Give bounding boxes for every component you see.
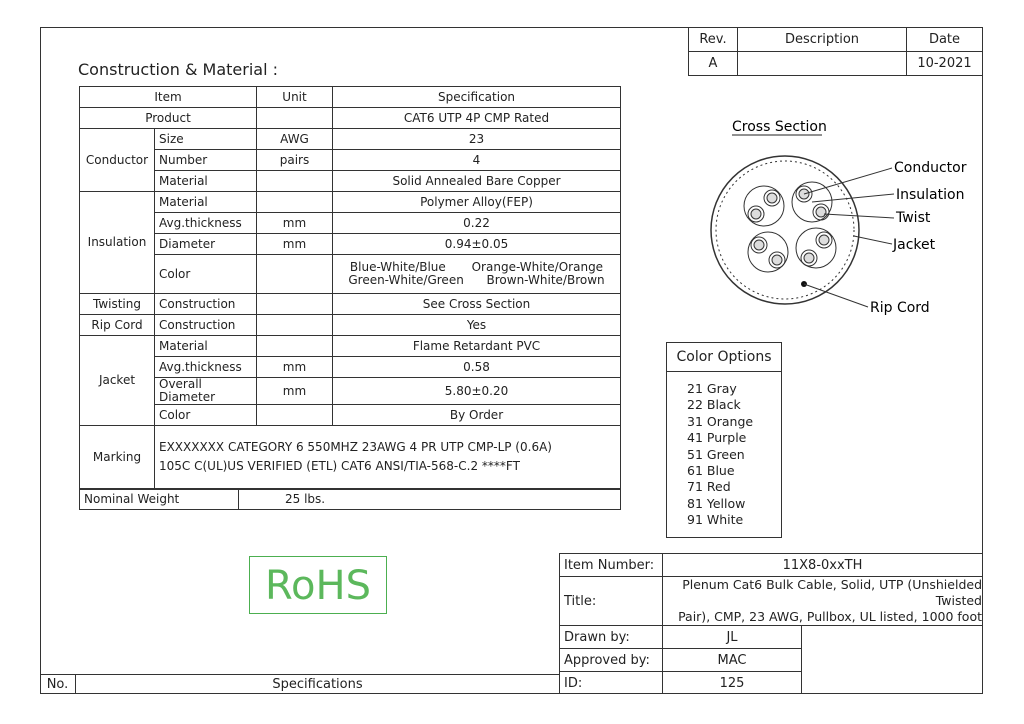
- title-block: [559, 553, 983, 694]
- jacket-color-value: By Order: [333, 405, 621, 426]
- conductor-label: Conductor: [80, 129, 155, 192]
- insulation-diameter-value: 0.94±0.05: [333, 234, 621, 255]
- color-option: 21 Gray: [687, 381, 737, 396]
- rohs-badge: RoHS: [249, 556, 387, 614]
- insulation-thickness-value: 0.22: [333, 213, 621, 234]
- pair-4: [796, 228, 836, 268]
- color-pair-4: Brown-White/Brown: [486, 273, 605, 287]
- color-option: 41 Purple: [687, 430, 747, 446]
- twisting-value: See Cross Section: [333, 294, 621, 315]
- spec-table: [79, 86, 621, 489]
- nominal-weight-table: [79, 489, 621, 510]
- cross-section-diagram: [700, 110, 967, 320]
- twist-callout: Twist: [896, 210, 931, 226]
- color-option: 81 Yellow: [687, 495, 746, 511]
- approved-by-label: Approved by:: [560, 649, 663, 672]
- conductor-material-unit: [257, 171, 333, 192]
- insulation-label: Insulation: [80, 192, 155, 294]
- drawn-by-value: JL: [663, 626, 802, 649]
- description-value: [738, 52, 907, 76]
- rev-value: A: [689, 52, 738, 76]
- rip-cord-callout: Rip Cord: [870, 300, 930, 316]
- marking-line-1: EXXXXXXX CATEGORY 6 550MHZ 23AWG 4 PR UTP CMP-LP (0.6A): [159, 440, 552, 454]
- page-title: Construction & Material :: [78, 60, 278, 79]
- number-label: Number: [155, 150, 257, 171]
- color-option: 22 Black: [687, 397, 741, 413]
- specification-header: Specification: [333, 87, 621, 108]
- number-unit: pairs: [257, 150, 333, 171]
- jacket-outer: [711, 156, 859, 304]
- color-option: 31 Orange: [687, 413, 754, 429]
- title-line-2: Pair), CMP, 23 AWG, Pullbox, UL listed, 1000 foot: [678, 609, 982, 624]
- insulation-color-value: [333, 255, 621, 294]
- product-value: CAT6 UTP 4P CMP Rated: [333, 108, 621, 129]
- jacket-thickness-label: Avg.thickness: [155, 357, 257, 378]
- footer-specifications: Specifications: [272, 677, 363, 692]
- insulation-diameter-label: Diameter: [155, 234, 257, 255]
- jacket-thickness-unit: mm: [257, 357, 333, 378]
- insulation-color-label: Color: [155, 255, 257, 294]
- id-label: ID:: [560, 672, 663, 695]
- twisting-construction-label: Construction: [155, 294, 257, 315]
- jacket-thickness-value: 0.58: [333, 357, 621, 378]
- pair-3: [748, 232, 788, 272]
- conductor-material-value: Solid Annealed Bare Copper: [333, 171, 621, 192]
- color-options-title: Color Options: [666, 342, 782, 372]
- insulation-thickness-label: Avg.thickness: [155, 213, 257, 234]
- jacket-label: Jacket: [80, 336, 155, 426]
- item-number-label: Item Number:: [560, 554, 663, 577]
- insulation-thickness-unit: mm: [257, 213, 333, 234]
- product-label: Product: [80, 108, 257, 129]
- cross-section-title: Cross Section: [732, 119, 827, 135]
- size-value: 23: [333, 129, 621, 150]
- approved-by-value: MAC: [663, 649, 802, 672]
- title-line-1: Plenum Cat6 Bulk Cable, Solid, UTP (Unshielded Twisted: [682, 577, 982, 608]
- overall-diameter-unit: mm: [257, 378, 333, 405]
- nominal-weight-label: Nominal Weight: [80, 490, 239, 510]
- overall-diameter-value: 5.80±0.20: [333, 378, 621, 405]
- color-options-list: [666, 371, 782, 538]
- item-header: Item: [80, 87, 257, 108]
- color-option: 61 Blue: [687, 463, 735, 479]
- rev-header: Rev.: [689, 28, 738, 52]
- jacket-material-value: Flame Retardant PVC: [333, 336, 621, 357]
- marking-line-2: 105C C(UL)US VERIFIED (ETL) CAT6 ANSI/TIA-568-C.2 ****FT: [159, 459, 520, 473]
- insulation-material-value: Polymer Alloy(FEP): [333, 192, 621, 213]
- rip-cord-construction-label: Construction: [155, 315, 257, 336]
- jacket-inner: [716, 161, 854, 299]
- size-label: Size: [155, 129, 257, 150]
- color-pair-3: Green-White/Green: [348, 273, 464, 287]
- jacket-callout: Jacket: [893, 237, 936, 253]
- title-value: [663, 577, 983, 626]
- twisting-label: Twisting: [80, 294, 155, 315]
- marking-label: Marking: [80, 426, 155, 489]
- jacket-color-unit: [257, 405, 333, 426]
- insulation-callout: Insulation: [896, 187, 965, 203]
- color-pair-1: Blue-White/Blue: [349, 260, 446, 274]
- description-header: Description: [738, 28, 907, 52]
- size-unit: AWG: [257, 129, 333, 150]
- unit-header: Unit: [257, 87, 333, 108]
- rip-cord-label: Rip Cord: [80, 315, 155, 336]
- drawn-by-label: Drawn by:: [560, 626, 663, 649]
- pair-1: [744, 186, 784, 226]
- date-value: 10-2021: [907, 52, 983, 76]
- conductor-callout: Conductor: [894, 160, 967, 176]
- date-header: Date: [907, 28, 983, 52]
- insulation-diameter-unit: mm: [257, 234, 333, 255]
- jacket-color-label: Color: [155, 405, 257, 426]
- number-value: 4: [333, 150, 621, 171]
- insulation-material-unit: [257, 192, 333, 213]
- color-option: 71 Red: [687, 479, 731, 495]
- jacket-material-label: Material: [155, 336, 257, 357]
- item-number-value: 11X8-0xxTH: [663, 554, 983, 577]
- nominal-weight-value: 25 lbs.: [239, 490, 621, 510]
- overall-diameter-label: Overall Diameter: [155, 378, 257, 405]
- title-label: Title:: [560, 577, 663, 626]
- footer-no: No.: [40, 675, 76, 694]
- footer-row: [40, 674, 559, 694]
- color-pair-2: Orange-White/Orange: [471, 260, 604, 274]
- insulation-material-label: Material: [155, 192, 257, 213]
- color-option: 51 Green: [687, 446, 745, 462]
- rip-cord-value: Yes: [333, 315, 621, 336]
- color-option: 91 White: [687, 512, 744, 528]
- id-value: 125: [663, 672, 802, 695]
- revision-table: [688, 27, 983, 76]
- conductor-material-label: Material: [155, 171, 257, 192]
- jacket-material-unit: [257, 336, 333, 357]
- marking-value: [155, 426, 621, 489]
